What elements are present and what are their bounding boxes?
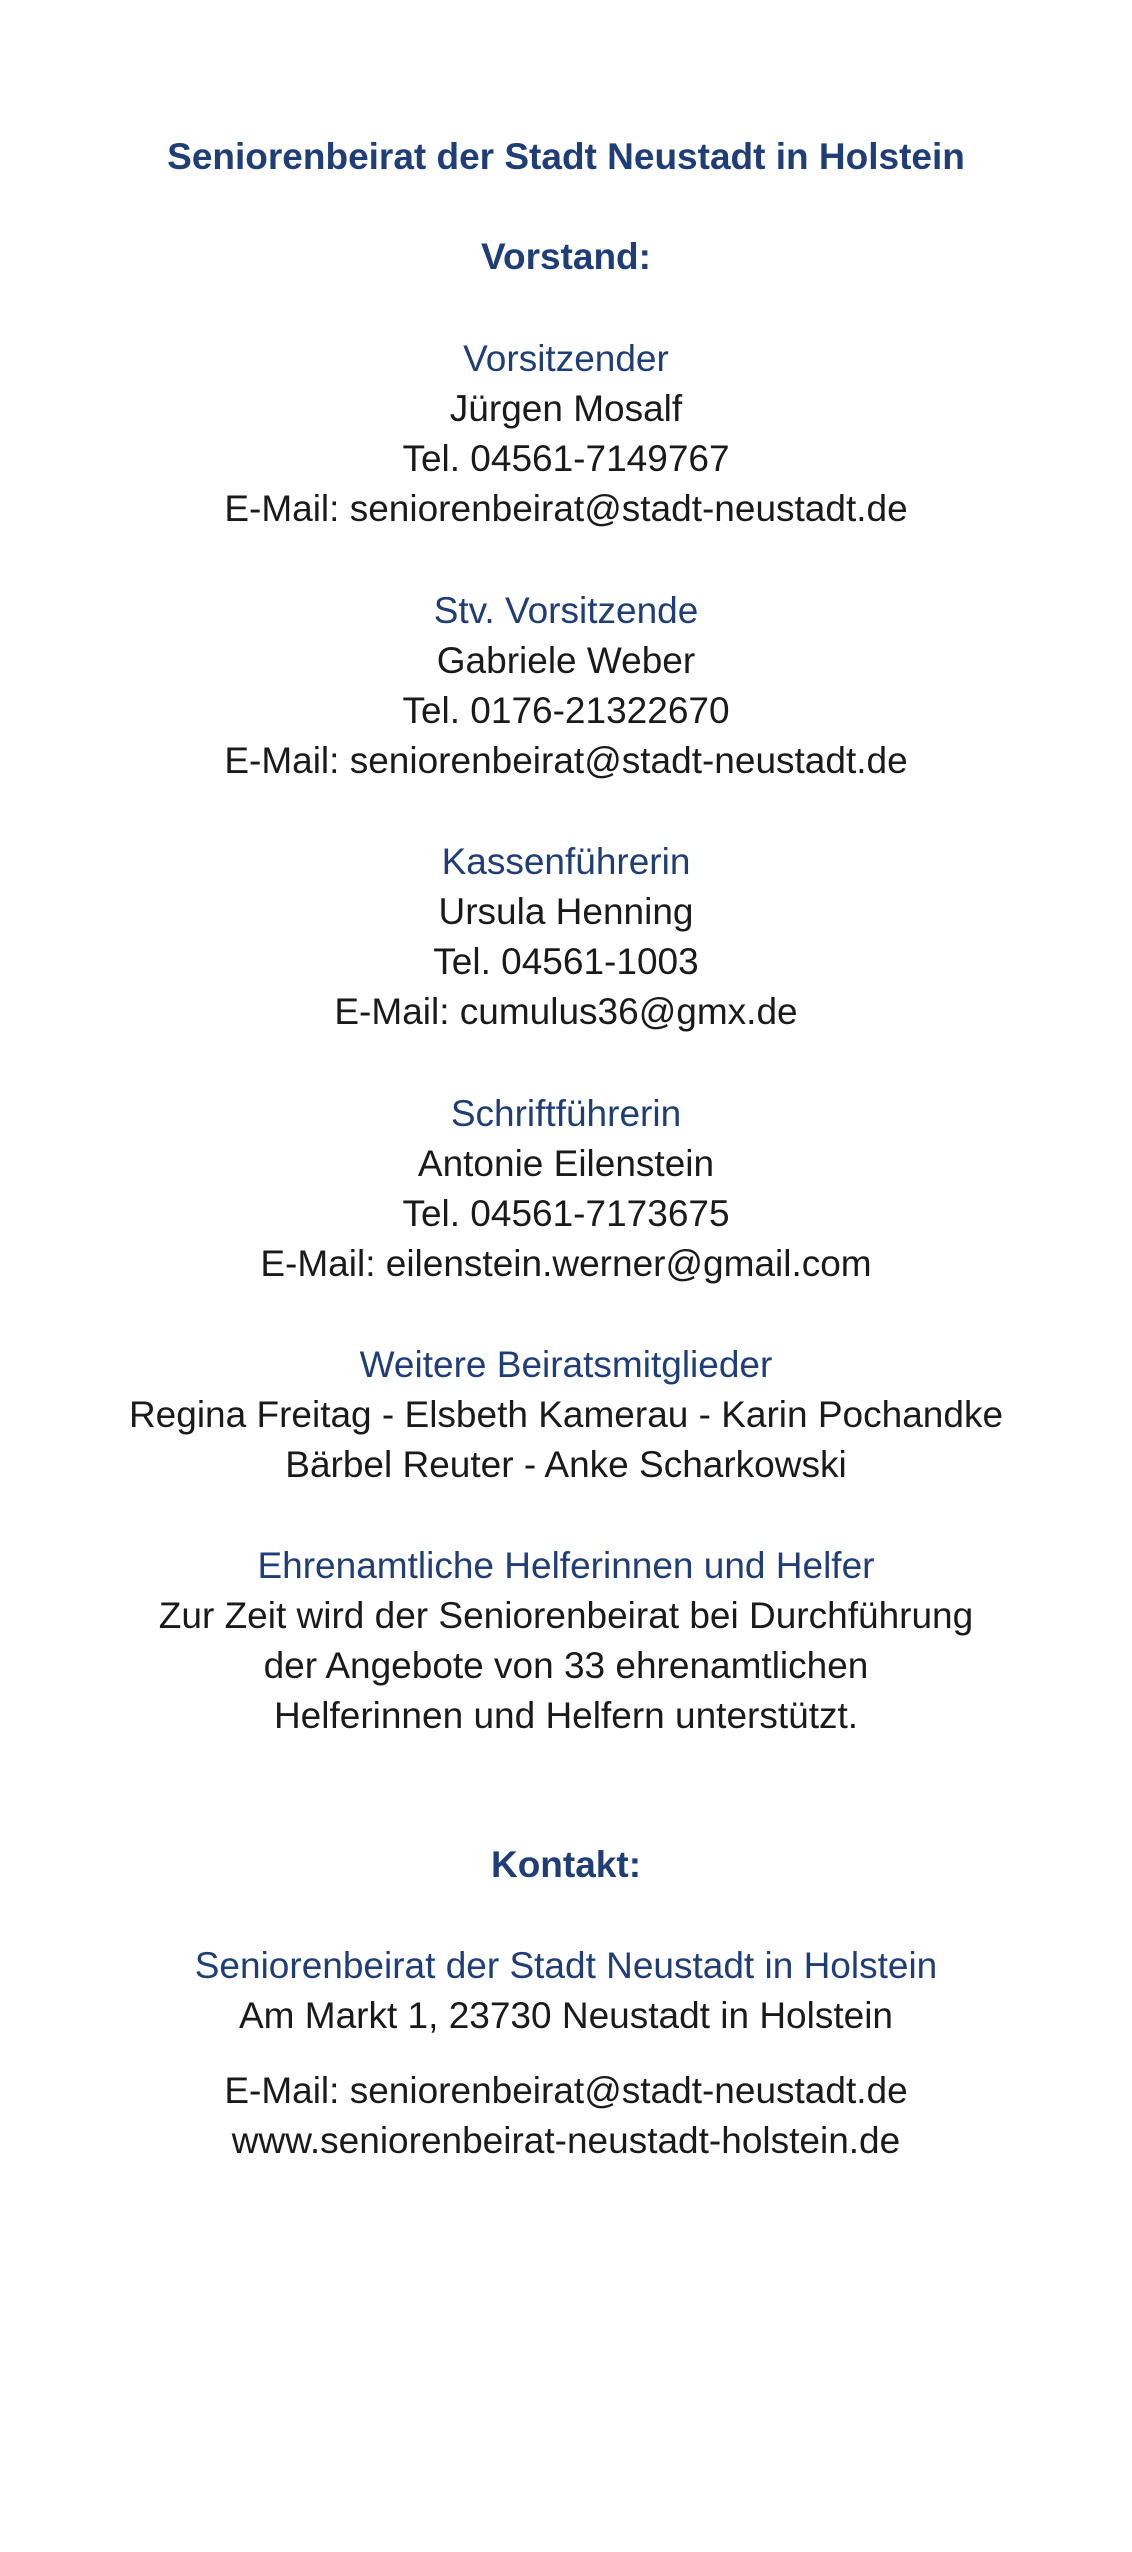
contact-heading: Kontakt: [490, 1844, 642, 1885]
board-role-treasurer: Kassenführerin [441, 841, 691, 882]
board-name-chair: Jürgen Mosalf [449, 388, 683, 429]
page-title: Seniorenbeirat der Stadt Neustadt in Holstein [167, 136, 965, 177]
volunteers-line: der Angebote von 33 ehrenamtlichen [263, 1645, 869, 1686]
board-name-treasurer: Ursula Henning [438, 891, 694, 932]
members-line: Regina Freitag - Elsbeth Kamerau - Karin Pochandke [128, 1394, 1004, 1435]
board-email-chair: E-Mail: seniorenbeirat@stadt-neustadt.de [224, 488, 908, 529]
contact-address: Am Markt 1, 23730 Neustadt in Holstein [239, 1995, 893, 2036]
board-heading: Vorstand: [481, 236, 651, 277]
volunteers-line: Helferinnen und Helfern unterstützt. [273, 1695, 859, 1736]
board-email-secretary: E-Mail: eilenstein.werner@gmail.com [260, 1243, 872, 1284]
board-name-secretary: Antonie Eilenstein [417, 1143, 715, 1184]
contact-website[interactable]: www.seniorenbeirat-neustadt-holstein.de [231, 2120, 901, 2161]
board-email-treasurer: E-Mail: cumulus36@gmx.de [334, 991, 798, 1032]
volunteers-line: Zur Zeit wird der Seniorenbeirat bei Durchführung [158, 1595, 974, 1636]
board-phone-secretary: Tel. 04561-7173675 [402, 1193, 730, 1234]
board-email-vice-chair: E-Mail: seniorenbeirat@stadt-neustadt.de [224, 740, 908, 781]
board-phone-chair: Tel. 04561-7149767 [402, 438, 730, 479]
board-role-vice-chair: Stv. Vorsitzende [433, 590, 699, 631]
contact-email[interactable]: E-Mail: seniorenbeirat@stadt-neustadt.de [224, 2070, 908, 2111]
board-name-vice-chair: Gabriele Weber [436, 640, 696, 681]
volunteers-heading: Ehrenamtliche Helferinnen und Helfer [257, 1545, 875, 1586]
members-heading: Weitere Beiratsmitglieder [359, 1344, 773, 1385]
board-role-chair: Vorsitzender [463, 338, 669, 379]
members-line: Bärbel Reuter - Anke Scharkowski [285, 1444, 847, 1485]
board-phone-vice-chair: Tel. 0176-21322670 [402, 690, 730, 731]
board-role-secretary: Schriftführerin [450, 1093, 682, 1134]
board-phone-treasurer: Tel. 04561-1003 [433, 941, 699, 982]
contact-org: Seniorenbeirat der Stadt Neustadt in Holstein [194, 1945, 938, 1986]
